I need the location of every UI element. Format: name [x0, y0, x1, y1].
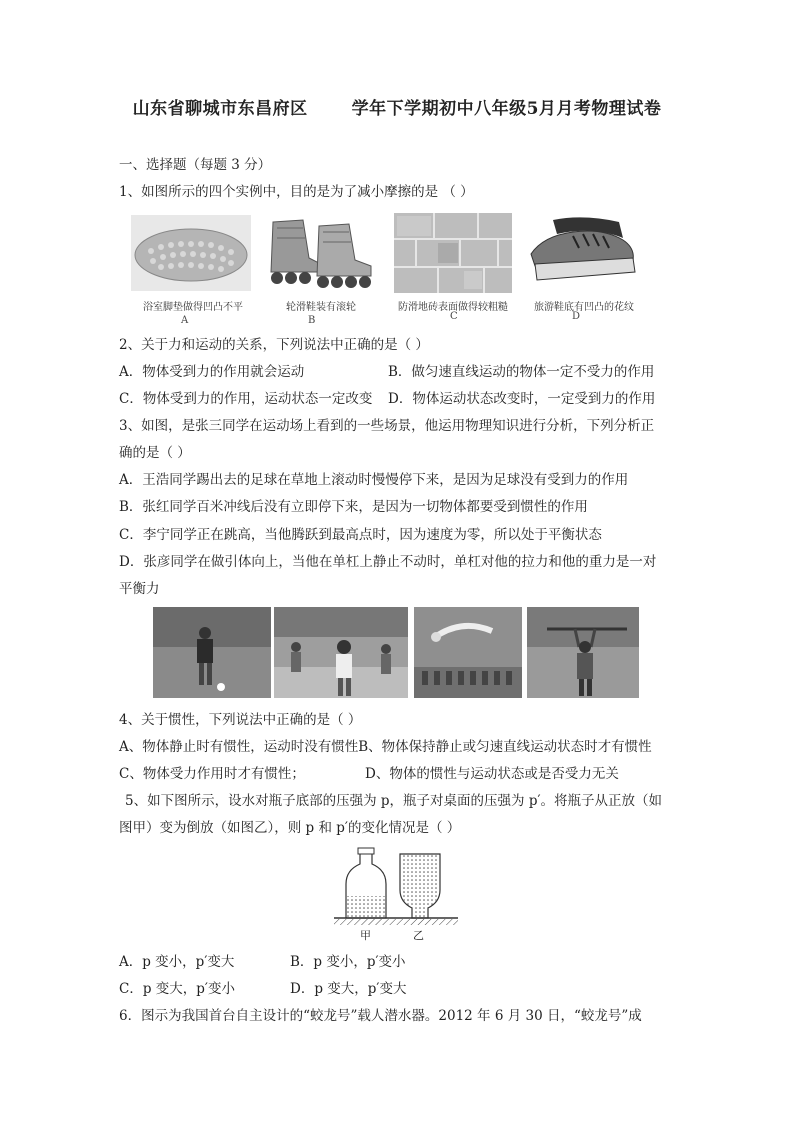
q1-caption-a: 浴室脚垫做得凹凸不平	[143, 302, 243, 313]
q1-caption-c: 防滑地砖表面做得较粗糙	[398, 302, 508, 313]
bottle-label-yi: 乙	[413, 929, 424, 942]
title-left: 山东省聊城市东昌府区	[132, 99, 308, 119]
roller-skate-image	[263, 214, 381, 292]
q1-caption-d: 旅游鞋底有凹凸的花纹	[534, 302, 634, 313]
q5-option-b: B．p 变小，p′变小	[290, 954, 406, 970]
q1-letter-c: C	[450, 311, 458, 322]
q4-option-c: C、物体受力作用时才有惯性；	[119, 766, 305, 782]
q2-option-c: C．物体受到力的作用，运动状态一定改变	[119, 391, 373, 407]
high-jump-photo	[414, 607, 522, 698]
bottle-label-jia: 甲	[360, 929, 371, 942]
q6-stem: 6．图示为我国首台自主设计的“蛟龙号”载人潜水器。2012 年 6 月 30 日，“蛟龙号”成	[119, 1008, 642, 1024]
q3-option-d-line1: D．张彦同学在做引体向上，当他在单杠上静止不动时，单杠对他的拉力和他的重力是一对	[119, 554, 657, 570]
q2-option-d: D．物体运动状态改变时，一定受到力的作用	[388, 391, 656, 407]
q5-option-d: D．p 变大，p′变大	[290, 981, 407, 997]
floor-tile-image	[394, 213, 512, 293]
bottle-diagram	[334, 846, 458, 942]
title-right: 学年下学期初中八年级5月月考物理试卷	[351, 99, 662, 119]
q2-option-b: B．做匀速直线运动的物体一定不受力的作用	[388, 364, 655, 380]
q4-option-ab: A、物体静止时有惯性，运动时没有惯性B、物体保持静止或匀速直线运动状态时才有惯性	[119, 739, 652, 755]
q3-option-a: A．王浩同学踢出去的足球在草地上滚动时慢慢停下来，是因为足球没有受到力的作用	[119, 472, 629, 488]
q5-option-a: A．p 变小，p′变大	[119, 954, 235, 970]
q1-letter-b: B	[308, 315, 316, 326]
pull-up-photo	[527, 607, 639, 698]
q5-option-c: C．p 变大，p′变小	[119, 981, 235, 997]
sneaker-image	[523, 214, 641, 292]
sprint-photo	[274, 607, 408, 698]
bath-mat-image	[131, 215, 251, 291]
q5-stem-line1: 5、如下图所示，设水对瓶子底部的压强为 p，瓶子对桌面的压强为 p′。将瓶子从正放（如	[125, 793, 663, 809]
section-heading: 一、选择题（每题 3 分）	[119, 157, 272, 173]
q3-stem-line2: 确的是（ ）	[119, 445, 191, 461]
q5-stem-line2: 图甲）变为倒放（如图乙），则 p 和 p′的变化情况是（ ）	[119, 820, 461, 836]
q1-stem: 1、如图所示的四个实例中，目的是为了减小摩擦的是 （ ）	[119, 184, 474, 200]
q1-letter-d: D	[572, 311, 581, 322]
q4-option-d: D、物体的惯性与运动状态或是否受力无关	[365, 766, 619, 782]
page-title	[0, 94, 794, 119]
q1-letter-a: A	[181, 315, 189, 326]
q3-option-b: B．张红同学百米冲线后没有立即停下来，是因为一切物体都要受到惯性的作用	[119, 499, 588, 515]
q4-stem: 4、关于惯性，下列说法中正确的是（ ）	[119, 712, 362, 728]
q3-option-c: C．李宁同学正在跳高，当他腾跃到最高点时，因为速度为零，所以处于平衡状态	[119, 527, 602, 543]
q3-option-d-line2: 平衡力	[119, 581, 160, 597]
football-photo	[153, 607, 271, 698]
q3-stem-line1: 3、如图，是张三同学在运动场上看到的一些场景，他运用物理知识进行分析，下列分析正	[119, 418, 655, 434]
q1-caption-b: 轮滑鞋装有滚轮	[286, 302, 356, 313]
q2-stem: 2、关于力和运动的关系，下列说法中正确的是（ ）	[119, 337, 429, 353]
q2-option-a: A．物体受到力的作用就会运动	[119, 364, 305, 380]
